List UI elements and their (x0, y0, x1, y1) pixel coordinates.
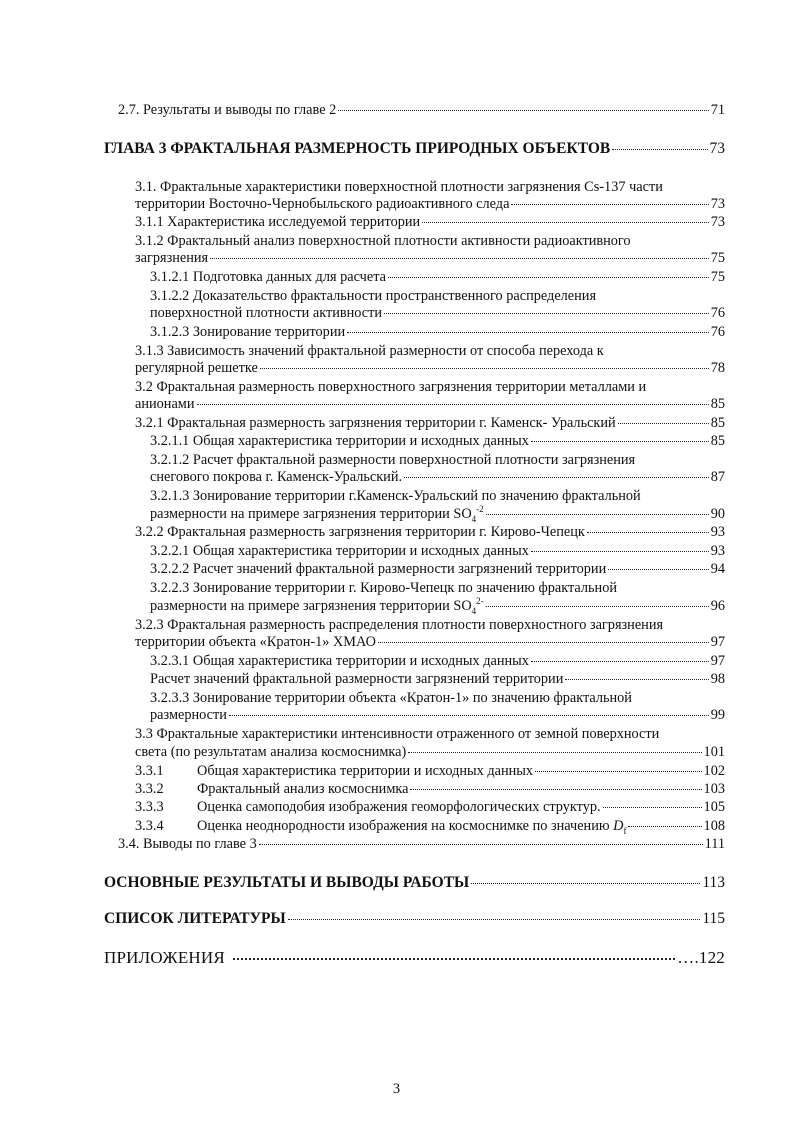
toc-entry-number: 3.3.3 (135, 799, 164, 815)
toc-entry-3-1-2-1[interactable] (150, 269, 725, 286)
toc-entry-page: 111 (704, 836, 725, 852)
toc-entry-3-1-2-line1[interactable]: 3.1.2 Фрактальный анализ поверхностной плотности активности радиоактивного (135, 233, 631, 249)
toc-entry-page: 113 (702, 874, 725, 891)
toc-entry-3-3-2[interactable] (135, 781, 725, 798)
toc-entry-number: 3.3.2 (135, 781, 164, 797)
toc-entry-3-1-3-line1[interactable]: 3.1.3 Зависимость значений фрактальной размерности от способа перехода к (135, 343, 604, 359)
toc-entry-title: 3.2.2.1 Общая характеристика территории и исходных данных (150, 543, 529, 559)
toc-entry-page: 87 (710, 469, 725, 485)
toc-entry-title: 3.2.1 Фрактальная размерность загрязнения территории г. Каменск- Уральский (135, 415, 616, 431)
toc-entry-title: территории Восточно-Чернобыльского радиоактивного следа (135, 196, 510, 212)
toc-entry-3-2-line1[interactable]: 3.2 Фрактальная размерность поверхностного загрязнения территории металлами и (135, 379, 647, 395)
toc-entry-page: 115 (702, 910, 725, 927)
toc-entry-title: 3.1.2.1 Подготовка данных для расчета (150, 269, 386, 285)
toc-entry-3-3[interactable] (135, 744, 725, 761)
toc-entry-page: 101 (703, 744, 725, 760)
toc-entry-3-1-3[interactable] (135, 360, 725, 377)
toc-entry-page: 85 (710, 396, 725, 412)
toc-entry-3-2-3-3[interactable] (150, 707, 725, 724)
toc-entry-page: 97 (710, 653, 725, 669)
toc-entry-title: размерности на примере загрязнения территории SO (150, 598, 472, 614)
toc-entry-3-2[interactable] (135, 396, 725, 413)
toc-entry-3-2-1-3-line1[interactable]: 3.2.1.3 Зонирование территории г.Каменск-Уральский по значению фрактальной (150, 488, 641, 504)
toc-entry-3-2-1-2[interactable] (150, 469, 725, 486)
toc-entry-page: 76 (710, 305, 725, 321)
df-symbol: D (613, 818, 624, 834)
toc-entry-page: 94 (710, 561, 725, 577)
toc-entry-title: 3.1.2.3 Зонирование территории (150, 324, 346, 340)
toc-entry-page: 73 (710, 214, 725, 230)
toc-entry-3-2-3-1[interactable] (150, 653, 725, 670)
toc-entry-title: снегового покрова г. Каменск-Уральский. (150, 469, 403, 485)
toc-entry-page: 108 (703, 818, 725, 834)
subscript: 4 (471, 513, 477, 524)
toc-main-results[interactable] (104, 874, 725, 891)
toc-entry-title: размерности (150, 707, 227, 723)
toc-entry-3-3-line1[interactable]: 3.3 Фрактальные характеристики интенсивности отраженного от земной поверхности (135, 726, 660, 742)
toc-entry-3-2-2-1[interactable] (150, 543, 725, 560)
toc-entry-3-2-1[interactable] (135, 415, 725, 432)
toc-entry-3-2-2-3[interactable] (150, 598, 725, 615)
toc-entry-page: 96 (710, 598, 725, 614)
toc-entry-page: 97 (710, 634, 725, 650)
toc-appendices[interactable] (104, 948, 725, 968)
toc-entry-page: 85 (710, 433, 725, 449)
toc-entry-title: регулярной решетке (135, 360, 258, 376)
superscript: 2- (476, 596, 484, 607)
toc-entry-page: 73 (709, 140, 725, 157)
toc-entry-title: Оценка самоподобия изображения геоморфологических структур. (197, 799, 601, 815)
toc-entry-title: 2.7. Результаты и выводы по главе 2 (118, 102, 337, 118)
toc-entry-3-2-2-3-line1[interactable]: 3.2.2.3 Зонирование территории г. Кирово-Чепецк по значению фрактальной (150, 580, 618, 596)
toc-entry-page: 93 (710, 543, 725, 559)
toc-entry-page: 102 (703, 763, 725, 779)
toc-entry-page: 93 (710, 524, 725, 540)
toc-entry-title: 3.1.1 Характеристика исследуемой территории (135, 214, 421, 230)
toc-entry-3-2-3[interactable] (135, 634, 725, 651)
toc-entry-page: 103 (703, 781, 725, 797)
toc-entry-3-2-3-line1[interactable]: 3.2.3 Фрактальная размерность распределения плотности поверхностного загрязнения (135, 617, 664, 633)
page-number: 3 (392, 1081, 401, 1097)
toc-entry-3-2-2[interactable] (135, 524, 725, 541)
superscript: -2 (476, 504, 484, 515)
toc-entry-3-3-4[interactable] (135, 818, 725, 835)
toc-entry-title: загрязнения (135, 250, 209, 266)
toc-entry-2-7[interactable] (118, 102, 725, 119)
toc-entry-page: 78 (710, 360, 725, 376)
toc-entry-page: 75 (710, 250, 725, 266)
toc-entry-number: 3.3.1 (135, 763, 164, 779)
toc-entry-title: Расчет значений фрактальной размерности загрязнений территории (150, 671, 564, 687)
toc-entry-page: 76 (710, 324, 725, 340)
toc-entry-page: 85 (710, 415, 725, 431)
toc-entry-title: Общая характеристика территории и исходных данных (197, 763, 534, 779)
toc-entry-3-2-3-2[interactable] (150, 671, 725, 688)
toc-entry-3-1-2-2[interactable] (150, 305, 725, 322)
toc-entry-page: 99 (710, 707, 725, 723)
toc-entry-3-1-2[interactable] (135, 250, 725, 267)
toc-entry-title: ПРИЛОЖЕНИЯ (104, 948, 225, 967)
toc-entry-3-2-1-3[interactable] (150, 506, 725, 523)
toc-entry-title: СПИСОК ЛИТЕРАТУРЫ (104, 910, 286, 927)
toc-entry-3-4[interactable] (118, 836, 725, 853)
toc-entry-title: ОСНОВНЫЕ РЕЗУЛЬТАТЫ И ВЫВОДЫ РАБОТЫ (104, 874, 470, 891)
toc-entry-title: 3.2.1.1 Общая характеристика территории и исходных данных (150, 433, 529, 449)
toc-entry-3-1-2-2-line1[interactable]: 3.1.2.2 Доказательство фрактальности пространственного распределения (150, 288, 597, 304)
toc-entry-title: 3.2.2 Фрактальная размерность загрязнения территории г. Кирово-Чепецк (135, 524, 585, 540)
subscript: 4 (471, 605, 477, 616)
toc-entry-3-1-2-3[interactable] (150, 324, 725, 341)
toc-entry-title: размерности на примере загрязнения территории SO (150, 506, 472, 522)
toc-entry-3-2-1-1[interactable] (150, 433, 725, 450)
toc-entry-number: 3.3.4 (135, 818, 164, 834)
toc-entry-page: 73 (710, 196, 725, 212)
toc-entry-title: Фрактальный анализ космоснимка (197, 781, 409, 797)
toc-entry-3-1[interactable] (135, 196, 725, 213)
toc-entry-3-2-1-2-line1[interactable]: 3.2.1.2 Расчет фрактальной размерности поверхностной плотности загрязнения (150, 452, 636, 468)
toc-entry-page: 75 (710, 269, 725, 285)
toc-entry-3-1-line1[interactable]: 3.1. Фрактальные характеристики поверхностной плотности загрязнения Cs-137 части (135, 179, 663, 195)
toc-entry-title: света (по результатам анализа космоснимка) (135, 744, 407, 760)
toc-entry-page: 90 (710, 506, 725, 522)
toc-entry-3-1-1[interactable] (135, 214, 725, 231)
toc-entry-title: территории объекта «Кратон-1» ХМАО (135, 634, 376, 650)
toc-references[interactable] (104, 910, 725, 927)
toc-entry-title: 3.2.2.2 Расчет значений фрактальной размерности загрязнений территории (150, 561, 607, 577)
toc-entry-3-2-3-3-line1[interactable]: 3.2.3.3 Зонирование территории объекта «Кратон-1» по значению фрактальной (150, 690, 632, 706)
toc-entry-title: анионами (135, 396, 195, 412)
toc-entry-page: 71 (710, 102, 725, 118)
toc-entry-3-2-2-2[interactable] (150, 561, 725, 578)
toc-chapter-3[interactable] (104, 140, 725, 157)
toc-entry-title: ГЛАВА 3 ФРАКТАЛЬНАЯ РАЗМЕРНОСТЬ ПРИРОДНЫХ ОБЪЕКТОВ (104, 140, 611, 157)
toc-entry-title: 3.2.3.1 Общая характеристика территории и исходных данных (150, 653, 529, 669)
toc-entry-page: 105 (703, 799, 725, 815)
subscript: f (623, 825, 627, 836)
toc-entry-3-3-1[interactable] (135, 763, 725, 780)
toc-entry-3-3-3[interactable] (135, 799, 725, 816)
toc-entry-page: 98 (710, 671, 725, 687)
toc-entry-title: поверхностной плотности активности (150, 305, 383, 321)
toc-entry-page: ….122 (677, 948, 725, 967)
toc-entry-title: Оценка неоднородности изображения на космоснимке по значению (197, 818, 614, 834)
toc-entry-title: 3.4. Выводы по главе 3 (118, 836, 257, 852)
